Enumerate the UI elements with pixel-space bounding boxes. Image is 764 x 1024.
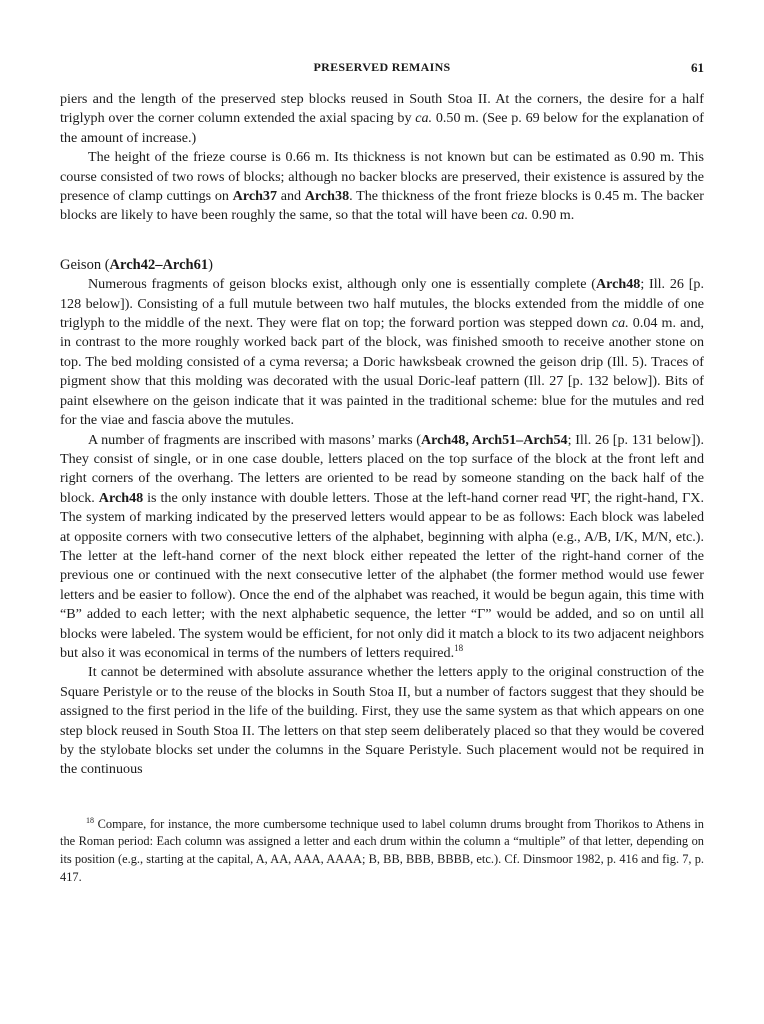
- footnote-marker: 18: [454, 642, 464, 653]
- italic-abbrev: ca.: [511, 207, 529, 224]
- catalog-ref: Arch48: [98, 489, 144, 506]
- text-run: 0.04 m. and, in contrast to the more roughly worked back part of the block, was finished smooth to receive another stone on top. The bed molding consisted of a cyma reversa; a Doric hawksbeak crowned the geison drip (Ill. 5). Traces of pigment show that this molding was decorated with the usual Doric-leaf pattern (Ill. 27 [p. 132 below]). Bits of paint elsewhere on the geison indicate that it was painted in the traditional scheme: blue for the mutules and red for the viae and fascia above the mutules.: [60, 315, 704, 429]
- text-run: The height of the frieze course is 0.66 m. Its thickness is not known but can be estimated as 0.90 m. This course consisted of two rows of blocks; although no backer blocks are preserved, their existence is assured by the presence of clamp cuttings on: [60, 149, 704, 205]
- footnote-text: Compare, for instance, the more cumbersome technique used to label column drums brought from Thorikos to Athens in the Roman period: Each column was assigned a letter and each drum within the column a “multiple” of that letter, depending on its position (e.g., starting at the capital, A, AA, AAA, AAAA; B, BB, BBB, BBBB, etc.). Cf. Dinsmoor 1982, p. 416 and fig. 7, p. 417.: [60, 816, 704, 884]
- text-run: . The thickness of the front frieze blocks is 0.45 m. The backer blocks are likely to have been roughly the same, so that the total will have been: [60, 188, 704, 224]
- catalog-ref: Arch48, Arch51–Arch54: [420, 431, 568, 448]
- footnote-number: 18: [86, 815, 94, 825]
- page-header: [60, 58, 704, 78]
- book-page: [60, 58, 704, 886]
- section-heading-geison: [60, 256, 704, 275]
- catalog-ref: Arch42–Arch61: [109, 256, 209, 273]
- text-run: is the only instance with double letters. Those at the left-hand corner read ΨΓ, the right-hand, ΓX. The system of marking indicated by the preserved letters would appear to be as follows: Each block was labeled at opposite corners with two consecutive letters of the alphabet, beginning with alpha (e.g., A/B, I/K, M/N, etc.). The letter at the left-hand corner of the next block either repeated the letter of the right-hand corner of the previous one or continued with the next consecutive letter of the alphabet (the former method would use fewer letters and be easier to follow). Once the end of the alphabet was reached, it would be begun again, this time with “B” added to each letter; with the next alphabetic sequence, the letter “Γ” would be added, and so on until all blocks were labeled. The system would be efficient, for not only did it match a block to its two adjacent neighbors but also it was economical in terms of the numbers of letters required.: [60, 489, 704, 661]
- heading-text: Geison (: [60, 256, 110, 273]
- paragraph-letter-assignment: [60, 663, 704, 779]
- paragraph-geison-fragments: [60, 275, 704, 430]
- italic-abbrev: ca.: [611, 315, 629, 332]
- text-run: 0.50 m. (See p. 69 below for the explanation of the amount of increase.): [60, 110, 704, 146]
- catalog-ref: Arch38: [304, 188, 350, 205]
- text-run: ; Ill. 26 [p. 131 below]). They consist of single, or in one case double, letters placed on the top surface of the block at the front left and right corners of the overhang. The letters are oriented to be read by someone standing on the back half of the block.: [60, 431, 704, 506]
- paragraph-frieze-course: [60, 148, 704, 226]
- page-number: 61: [691, 60, 704, 75]
- paragraph-masons-marks: [60, 431, 704, 664]
- italic-abbrev: ca.: [415, 110, 433, 127]
- heading-text: ): [208, 256, 213, 273]
- catalog-ref: Arch37: [232, 188, 278, 205]
- running-head: PRESERVED REMAINS: [313, 60, 451, 74]
- text-run: Numerous fragments of geison blocks exist, although only one is essentially complete (: [88, 276, 596, 293]
- text-run: and: [277, 188, 305, 205]
- paragraph-axial-spacing: [60, 90, 704, 148]
- text-run: It cannot be determined with absolute assurance whether the letters apply to the original construction of the Square Peristyle or to the reuse of the blocks in South Stoa II, but a number of factors suggest that they should be assigned to the first period in the life of the building. First, they use the same system as that which appears on one step block reused in South Stoa II. The letters on that step seem deliberately placed so that they would be covered by the stylobate blocks set under the columns in the Square Peristyle. Such placement would not be required in the continuous: [60, 664, 704, 778]
- text-run: A number of fragments are inscribed with masons’ marks (: [88, 431, 421, 448]
- text-run: 0.90 m.: [528, 207, 575, 224]
- text-run: ; Ill. 26 [p. 128 below]). Consisting of a full mutule between two half mutules, the blocks extended from the middle of one triglyph to the middle of the next. They were flat on top; the forward portion was stepped down: [60, 276, 704, 332]
- text-run: piers and the length of the preserved step blocks reused in South Stoa II. At the corners, the desire for a half triglyph over the corner column extended the axial spacing by: [60, 91, 704, 127]
- catalog-ref: Arch48: [595, 276, 641, 293]
- footnote-18: [60, 816, 704, 886]
